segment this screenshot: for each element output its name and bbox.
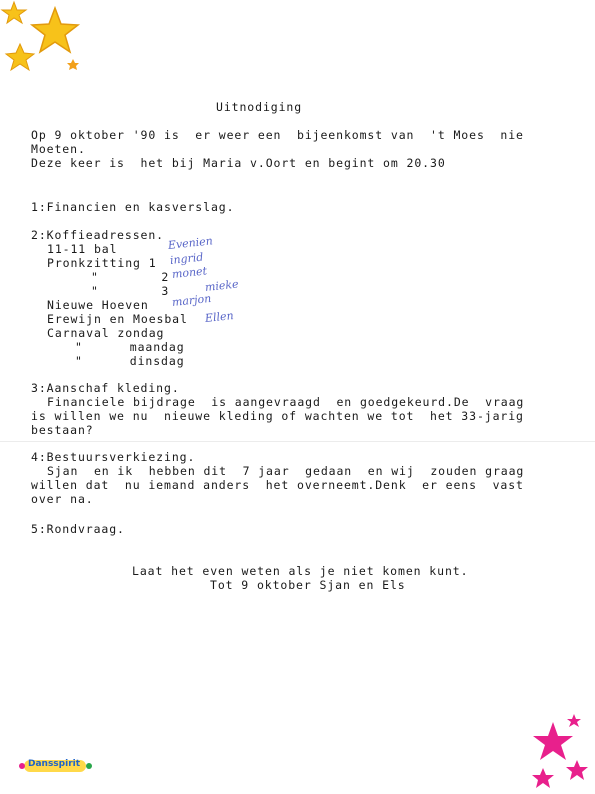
- gold-star-medium: [6, 44, 34, 70]
- coffee-row-2: Pronkzitting 1: [47, 256, 157, 270]
- item-4-line-2: willen dat nu iemand anders het overneemt.Denk er eens vast: [31, 478, 524, 492]
- pink-star-bottom: [532, 768, 554, 788]
- agenda-item-3-heading: 3:Aanschaf kleding.: [31, 381, 180, 395]
- intro-line-2: Moeten.: [31, 142, 86, 156]
- handwritten-name-6: Ellen: [204, 309, 235, 325]
- intro-line-1: Op 9 oktober '90 is er weer een bijeenkomst van 't Moes nie: [31, 128, 524, 142]
- item-3-line-1: Financiele bijdrage is aangevraagd en goedgekeurd.De vraag: [47, 395, 525, 409]
- agenda-item-5: 5:Rondvraag.: [31, 522, 125, 536]
- intro-line-3: Deze keer is het bij Maria v.Oort en begint om 20.30: [31, 156, 446, 170]
- coffee-row-7: Carnaval zondag: [47, 326, 165, 340]
- site-logo: [18, 758, 93, 774]
- closing-line-2: Tot 9 oktober Sjan en Els: [210, 578, 406, 592]
- scan-line: [0, 441, 595, 442]
- gold-star-small-left: [2, 2, 26, 23]
- coffee-row-6: Erewijn en Moesbal: [47, 312, 188, 326]
- agenda-item-4-heading: 4:Bestuursverkiezing.: [31, 450, 196, 464]
- item-3-line-2: is willen we nu nieuwe kleding of wachten we tot het 33-jarig: [31, 409, 524, 423]
- handwritten-name-2: ingrid: [169, 250, 204, 267]
- coffee-row-1: 11-11 bal: [47, 242, 118, 256]
- pink-stars-decoration: [515, 712, 595, 794]
- coffee-row-4: " 3: [91, 284, 170, 298]
- document-title: Uitnodiging: [216, 100, 303, 114]
- handwritten-name-1: Evenien: [167, 234, 214, 252]
- handwritten-name-3: monet: [171, 264, 208, 281]
- agenda-item-2-heading: 2:Koffieadressen.: [31, 228, 165, 242]
- handwritten-name-5: marjon: [171, 291, 212, 309]
- gold-stars-decoration: [0, 0, 95, 80]
- item-4-line-1: Sjan en ik hebben dit 7 jaar gedaan en wij zouden graag: [47, 464, 525, 478]
- coffee-row-8: " maandag: [75, 340, 185, 354]
- pink-star-medium: [566, 760, 588, 780]
- coffee-row-5: Nieuwe Hoeven: [47, 298, 149, 312]
- logo-dot-red: [19, 763, 25, 769]
- item-4-line-3: over na.: [31, 492, 94, 506]
- closing-line-1: Laat het even weten als je niet komen kunt.: [132, 564, 469, 578]
- item-3-line-3: bestaan?: [31, 423, 94, 437]
- coffee-row-9: " dinsdag: [75, 354, 185, 368]
- logo-dot-green: [86, 763, 92, 769]
- pink-star-large: [533, 722, 573, 760]
- gold-star-large: [32, 8, 78, 52]
- handwritten-name-4: mieke: [204, 277, 240, 294]
- gold-star-tiny: [67, 59, 79, 70]
- agenda-item-1: 1:Financien en kasverslag.: [31, 200, 235, 214]
- logo-text: Dansspirit: [28, 759, 81, 769]
- coffee-row-3: " 2: [91, 270, 170, 284]
- pink-star-small-top: [567, 714, 581, 727]
